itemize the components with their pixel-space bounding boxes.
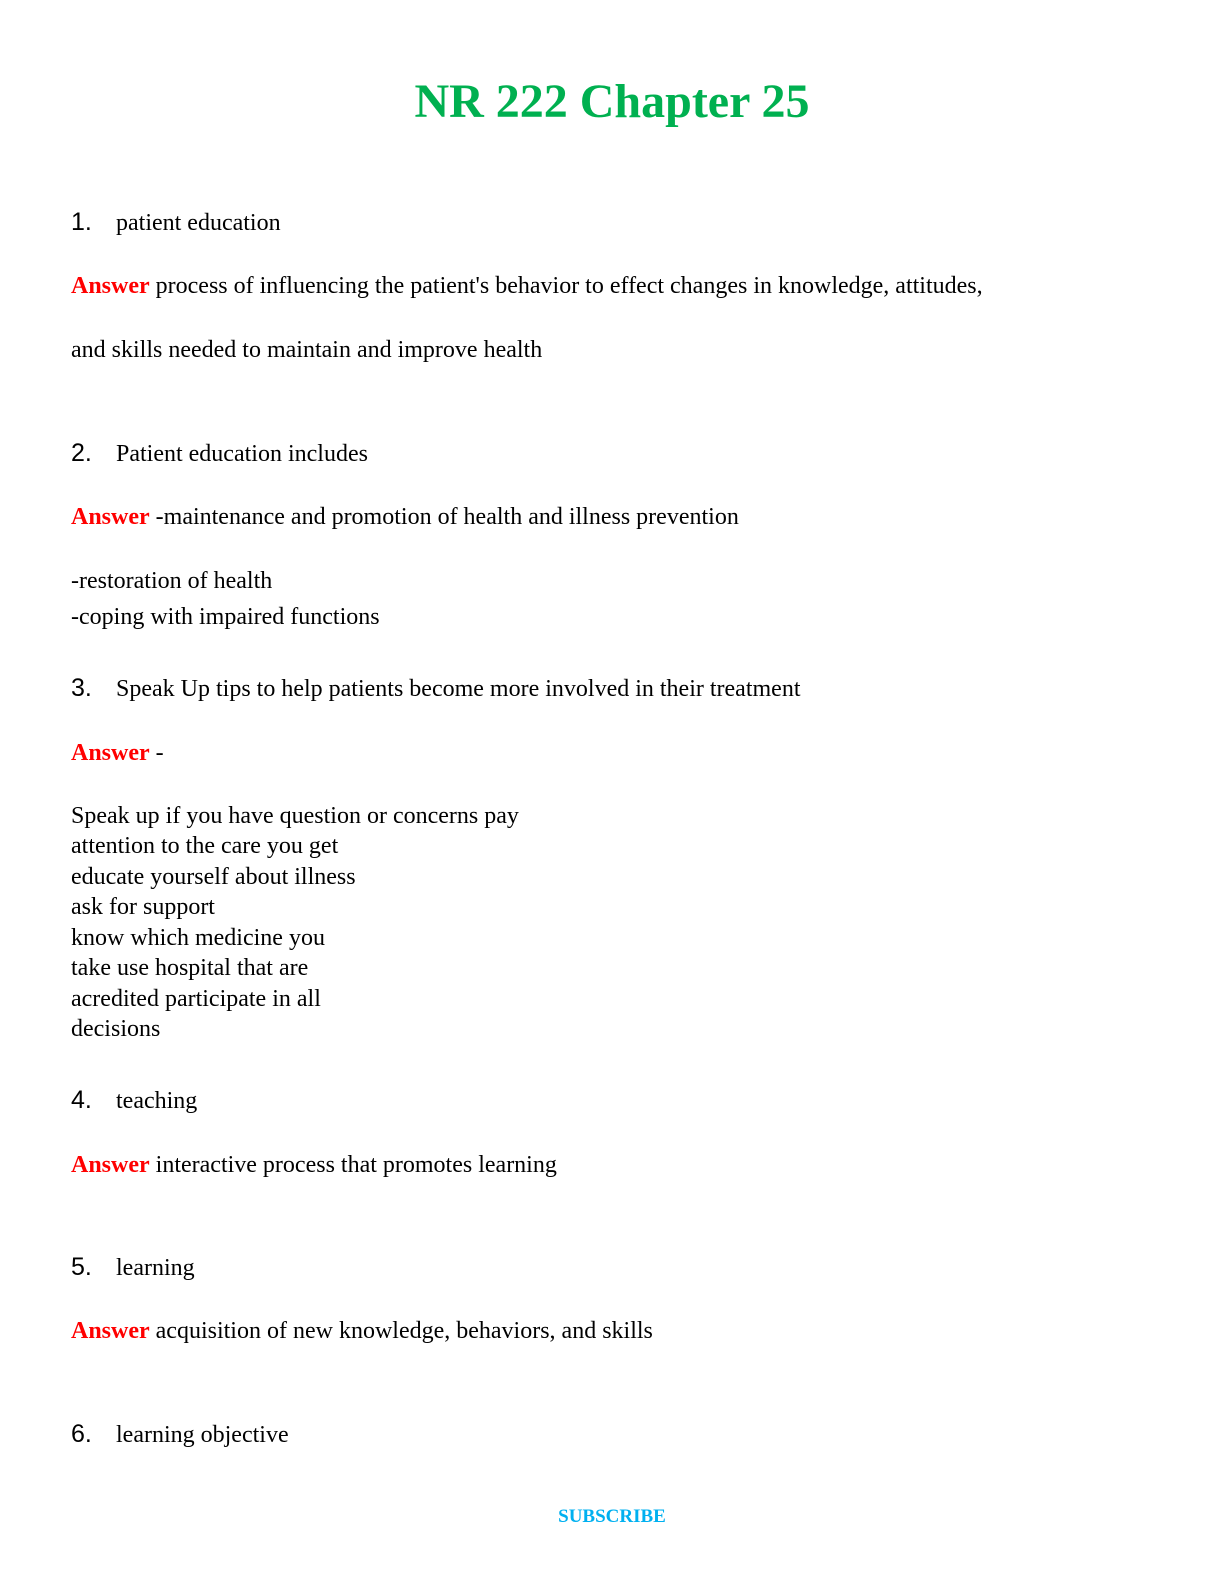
answer-text: interactive process that promotes learning	[155, 1152, 557, 1178]
answer-label: Answer	[71, 1152, 150, 1178]
question-number: 4.	[71, 1086, 92, 1114]
question-prompt: Patient education includes	[116, 441, 368, 467]
question-number: 6.	[71, 1420, 92, 1448]
answer-3-line-7: take use hospital that are	[71, 955, 309, 981]
subscribe-link[interactable]: SUBSCRIBE	[558, 1506, 666, 1527]
answer-5-line-1	[71, 1316, 653, 1346]
answer-1-line-1	[71, 271, 983, 301]
question-prompt: patient education	[116, 210, 281, 236]
answer-3-line-4: educate yourself about illness	[71, 864, 356, 890]
answer-3-line-8: acredited participate in all	[71, 986, 321, 1012]
answer-label: Answer	[71, 1318, 150, 1344]
answer-3-line-5: ask for support	[71, 894, 215, 920]
answer-2-line-2: -restoration of health	[71, 568, 273, 594]
answer-4-line-1	[71, 1150, 557, 1180]
answer-label: Answer	[71, 740, 150, 766]
question-3	[71, 673, 801, 704]
answer-1-line-2: and skills needed to maintain and improve health	[71, 337, 543, 363]
answer-2-line-1	[71, 502, 739, 532]
document-title: NR 222 Chapter 25	[414, 75, 810, 128]
question-prompt: learning	[116, 1255, 195, 1281]
answer-text: -maintenance and promotion of health and illness prevention	[155, 504, 739, 530]
question-prompt: teaching	[116, 1088, 198, 1114]
question-4	[71, 1085, 197, 1116]
answer-text: -	[155, 740, 164, 766]
question-1	[71, 207, 281, 238]
question-number: 2.	[71, 439, 92, 467]
question-5	[71, 1252, 195, 1283]
answer-text: acquisition of new knowledge, behaviors, and skills	[155, 1318, 653, 1344]
answer-2-line-3: -coping with impaired functions	[71, 604, 380, 630]
answer-3-line-2: Speak up if you have question or concerns pay	[71, 803, 519, 829]
question-number: 3.	[71, 674, 92, 702]
answer-label: Answer	[71, 273, 150, 299]
answer-3-line-6: know which medicine you	[71, 925, 325, 951]
answer-3-line-3: attention to the care you get	[71, 833, 339, 859]
answer-text: process of influencing the patient's behavior to effect changes in knowledge, attitudes,	[155, 273, 983, 299]
question-number: 1.	[71, 208, 92, 236]
question-number: 5.	[71, 1253, 92, 1281]
answer-label: Answer	[71, 504, 150, 530]
question-prompt: learning objective	[116, 1422, 289, 1448]
question-2	[71, 438, 368, 469]
answer-3-line-1	[71, 738, 164, 768]
answer-3-line-9: decisions	[71, 1016, 161, 1042]
question-prompt: Speak Up tips to help patients become more involved in their treatment	[116, 676, 801, 702]
question-6	[71, 1419, 289, 1450]
